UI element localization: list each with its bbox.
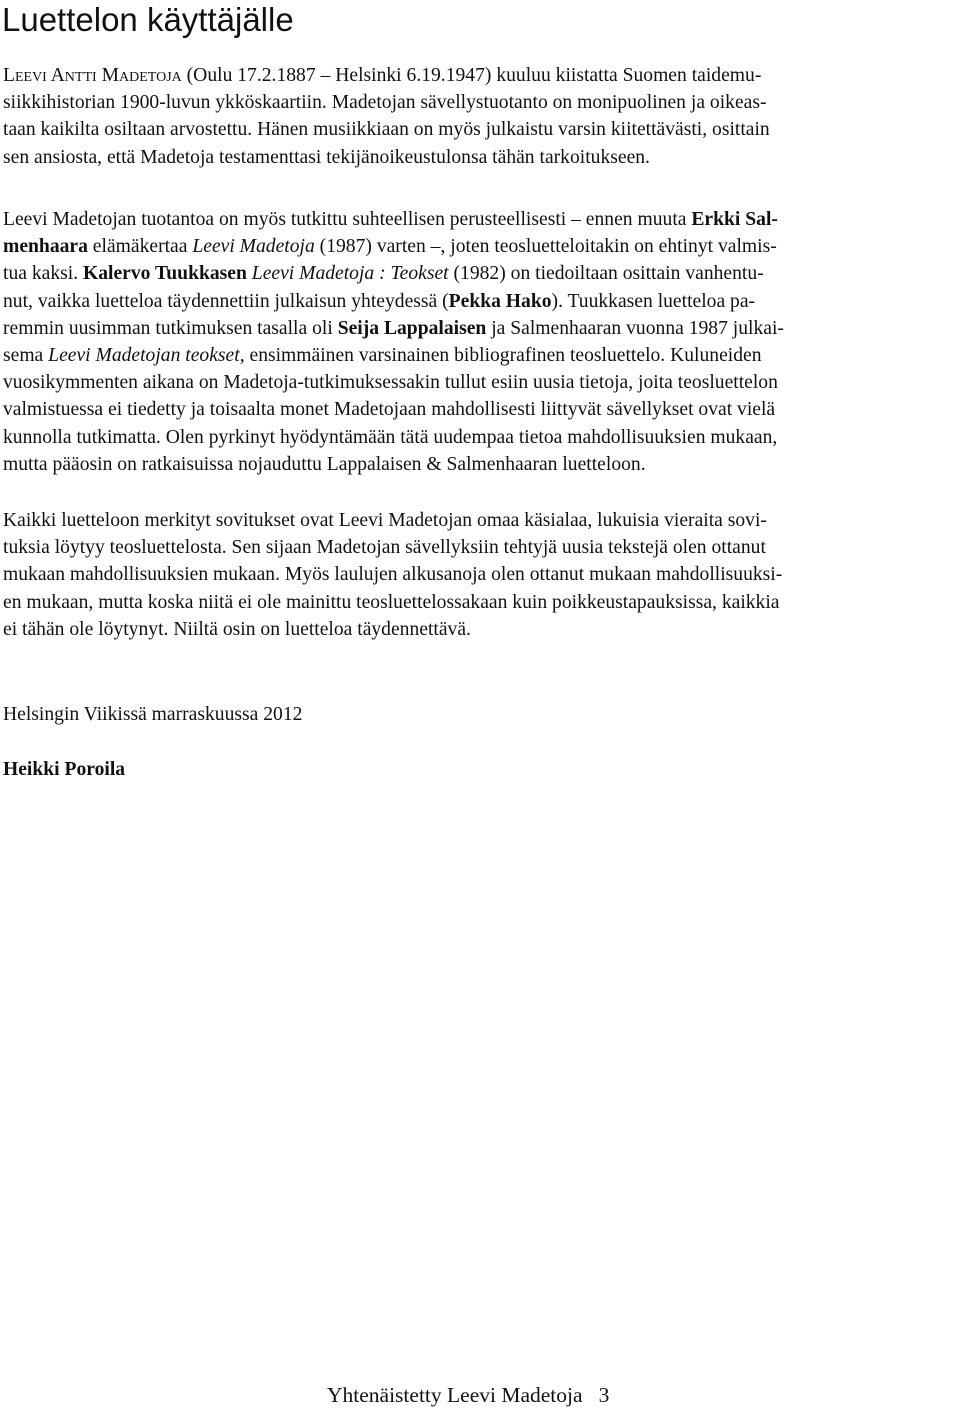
- bold-name: Kalervo Tuukkasen: [83, 263, 247, 285]
- place-and-date: Helsingin Viikissä marraskuussa 2012: [3, 704, 303, 725]
- text-run: kunnolla tutkimatta. Olen pyrkinyt hyödyntämään tätä uudempaa tietoa mahdollisuuksien mukaan,: [3, 426, 778, 448]
- text-line: [3, 369, 953, 396]
- text-line: [3, 315, 953, 342]
- text-run: ja Salmenhaaran vuonna 1987 julkai-: [486, 317, 784, 339]
- text-run: sen ansiosta, että Madetoja testamenttasi tekijänoikeustulonsa tähän tarkoitukseen.: [3, 146, 650, 168]
- text-run: taan kaikilta osiltaan arvostettu. Hänen musiikkiaan on myös julkaistu varsin kiitettävästi, osittain: [3, 119, 770, 141]
- text-run: elämäkertaa: [87, 236, 193, 258]
- paragraph-research: [3, 206, 953, 478]
- text-line: [3, 451, 953, 478]
- signature-name: Heikki Poroila: [3, 759, 126, 780]
- text-run: mukaan mahdollisuuksien mukaan. Myös laulujen alkusanoja olen ottanut mukaan mahdollisuuksi-: [3, 564, 783, 586]
- text-run: , ensimmäinen varsinainen bibliografinen teosluettelo. Kuluneiden: [239, 345, 762, 367]
- text-run: en mukaan, mutta koska niitä ei ole mainittu teosluettelossakaan kuin poikkeustapauksissa, kaikkia: [3, 591, 780, 613]
- text-line: [3, 144, 953, 171]
- text-run: tua kaksi.: [3, 263, 83, 285]
- bold-name: menhaara: [3, 236, 88, 258]
- text-line: [3, 534, 953, 561]
- text-line: [3, 396, 953, 423]
- text-run: sema: [3, 345, 49, 367]
- italic-title: Leevi Madetoja : Teokset: [251, 263, 449, 285]
- text-run: (Oulu 17.2.1887 – Helsinki 6.19.1947) kuuluu kiistatta Suomen taidemu-: [181, 65, 762, 86]
- text-run: remmin uusimman tutkimuksen tasalla oli: [3, 317, 338, 339]
- text-line: [3, 342, 953, 369]
- text-run: (1987) varten –, joten teosluetteloitakin on ehtinyt valmis-: [314, 236, 777, 258]
- text-run: ei tähän ole löytynyt. Niiltä osin on luetteloa täydennettävä.: [3, 618, 471, 640]
- text-run: valmistuessa ei tiedetty ja toisaalta monet Madetojaan mahdollisesti liittyvät sävellykset ovat vielä: [3, 399, 776, 421]
- text-line: [3, 116, 953, 143]
- page-title: Luettelon käyttäjälle: [2, 1, 294, 38]
- text-line: [3, 616, 953, 643]
- bold-name: Erkki Sal-: [691, 209, 778, 230]
- text-run: Kaikki luetteloon merkityt sovitukset ovat Leevi Madetojan omaa käsialaa, lukuisia vieraita sovi-: [3, 510, 767, 531]
- text-run: ). Tuukkasen luetteloa pa-: [551, 290, 756, 312]
- text-line: [3, 206, 953, 233]
- text-line: [3, 62, 953, 89]
- italic-title: Leevi Madetoja: [192, 236, 315, 258]
- text-line: [3, 561, 953, 588]
- bold-name: Seija Lappalaisen: [337, 317, 487, 339]
- bold-name: Pekka Hako: [448, 290, 552, 312]
- text-run: (1982) on tiedoiltaan osittain vanhentu-: [448, 263, 764, 285]
- text-line: [3, 260, 953, 287]
- small-caps-name: Leevi Antti Madetoja: [3, 65, 182, 86]
- text-line: [3, 424, 953, 451]
- text-run: siikkihistorian 1900-luvun ykköskaartiin. Madetojan sävellystuotanto on monipuolinen ja oikeas-: [3, 92, 767, 114]
- text-line: [3, 288, 953, 315]
- italic-title: Leevi Madetojan teokset: [48, 345, 240, 367]
- text-line: [3, 89, 953, 116]
- text-line: [3, 507, 953, 534]
- text-run: mutta pääosin on ratkaisuissa nojauduttu Lappalaisen & Salmenhaaran luetteloon.: [3, 453, 646, 475]
- text-run: nut, vaikka luetteloa täydennettiin julkaisun yhteydessä (: [3, 290, 449, 312]
- text-line: [3, 233, 953, 260]
- paragraph-intro: [3, 62, 953, 171]
- paragraph-arrangements: [3, 507, 953, 643]
- text-run: tuksia löytyy teosluettelosta. Sen sijaan Madetojan sävellyksiin tehtyjä uusia tekstejä olen ottanut: [3, 537, 766, 559]
- text-run: Leevi Madetojan tuotantoa on myös tutkittu suhteellisen perusteellisesti – ennen muuta: [3, 209, 692, 230]
- page-footer: Yhtenäistetty Leevi Madetoja 3: [327, 1383, 610, 1407]
- text-run: vuosikymmenten aikana on Madetoja-tutkimuksessakin tullut esiin uusia tietoja, joita teosluettelon: [3, 372, 778, 394]
- text-line: [3, 589, 953, 616]
